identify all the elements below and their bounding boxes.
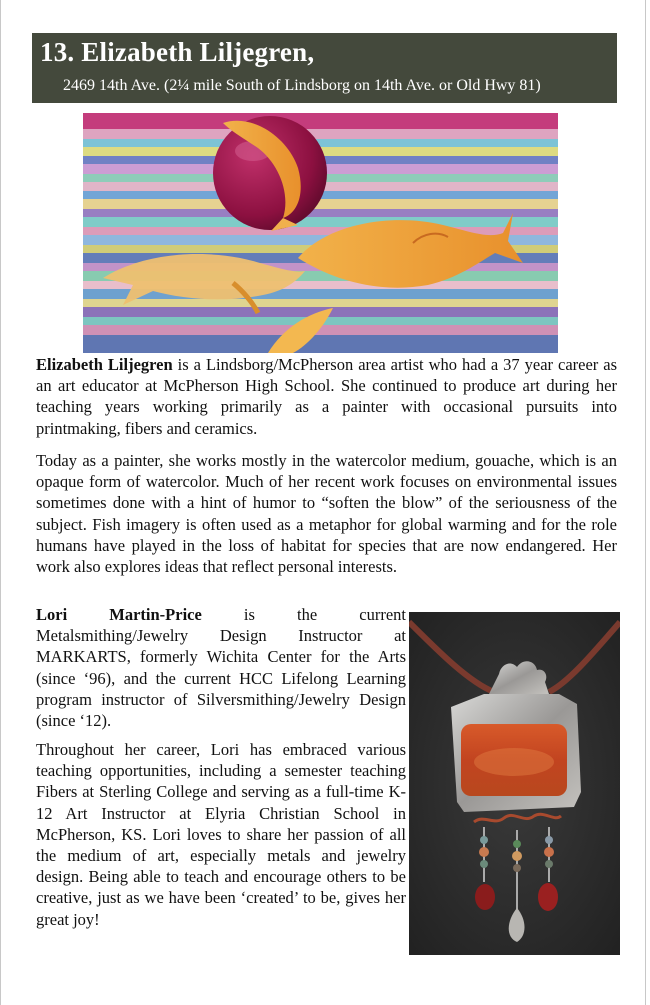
lori-bio-text: is the current Metalsmithing/Jewelry Design Instructor at MARKARTS, formerly Wichita Center for the Arts (since ‘96), and the current HCC Lifelong Learning program instructor of Silversmithing/Jewelry Design (since ‘12).	[36, 605, 406, 731]
lori-bio	[36, 604, 406, 731]
elizabeth-name: Elizabeth Liljegren	[36, 355, 173, 374]
artist-address: 2469 14th Ave. (2¼ mile South of Lindsborg on 14th Ave. or Old Hwy 81)	[63, 77, 541, 94]
pendant-necklace-image	[409, 612, 620, 955]
elizabeth-bio	[36, 354, 617, 439]
elizabeth-bio-text: is a Lindsborg/McPherson area artist who had a 37 year career as an art educator at McPherson High School. She continued to produce art during her teaching years working primarily as a painter with occasional pursuits into printmaking, fibers and ceramics.	[36, 355, 617, 438]
artist-header	[32, 33, 617, 103]
lori-paragraph-2: Throughout her career, Lori has embraced various teaching opportunities, including a semester teaching Fibers at Sterling College and serving as a full-time K-12 Art Instructor at Elyria Christian School in McPherson, KS. Lori loves to share her passion of all the medium of art, especially metals and jewelry design. Being able to teach and encourage others to be creative, just as we have been ‘created’ to be, gives her great joy!	[36, 740, 406, 929]
artist-title: 13. Elizabeth Liljegren,	[40, 37, 315, 67]
lori-name: Lori Martin-Price	[36, 605, 202, 624]
page-border-left	[0, 0, 1, 1005]
page-border-right	[645, 0, 646, 1005]
koi-painting-image	[83, 113, 558, 353]
elizabeth-paragraph-2: Today as a painter, she works mostly in the watercolor medium, gouache, which is an opaque form of watercolor. Much of her recent work focuses on environmental issues sometimes done with a hint of humor to “soften the blow” of the seriousness of the subject. Fish imagery is often used as a metaphor for global warming and for the role humans have played in the loss of habitat for species that are now endangered. Her work also explores ideas that reflect personal interests.	[36, 451, 617, 577]
